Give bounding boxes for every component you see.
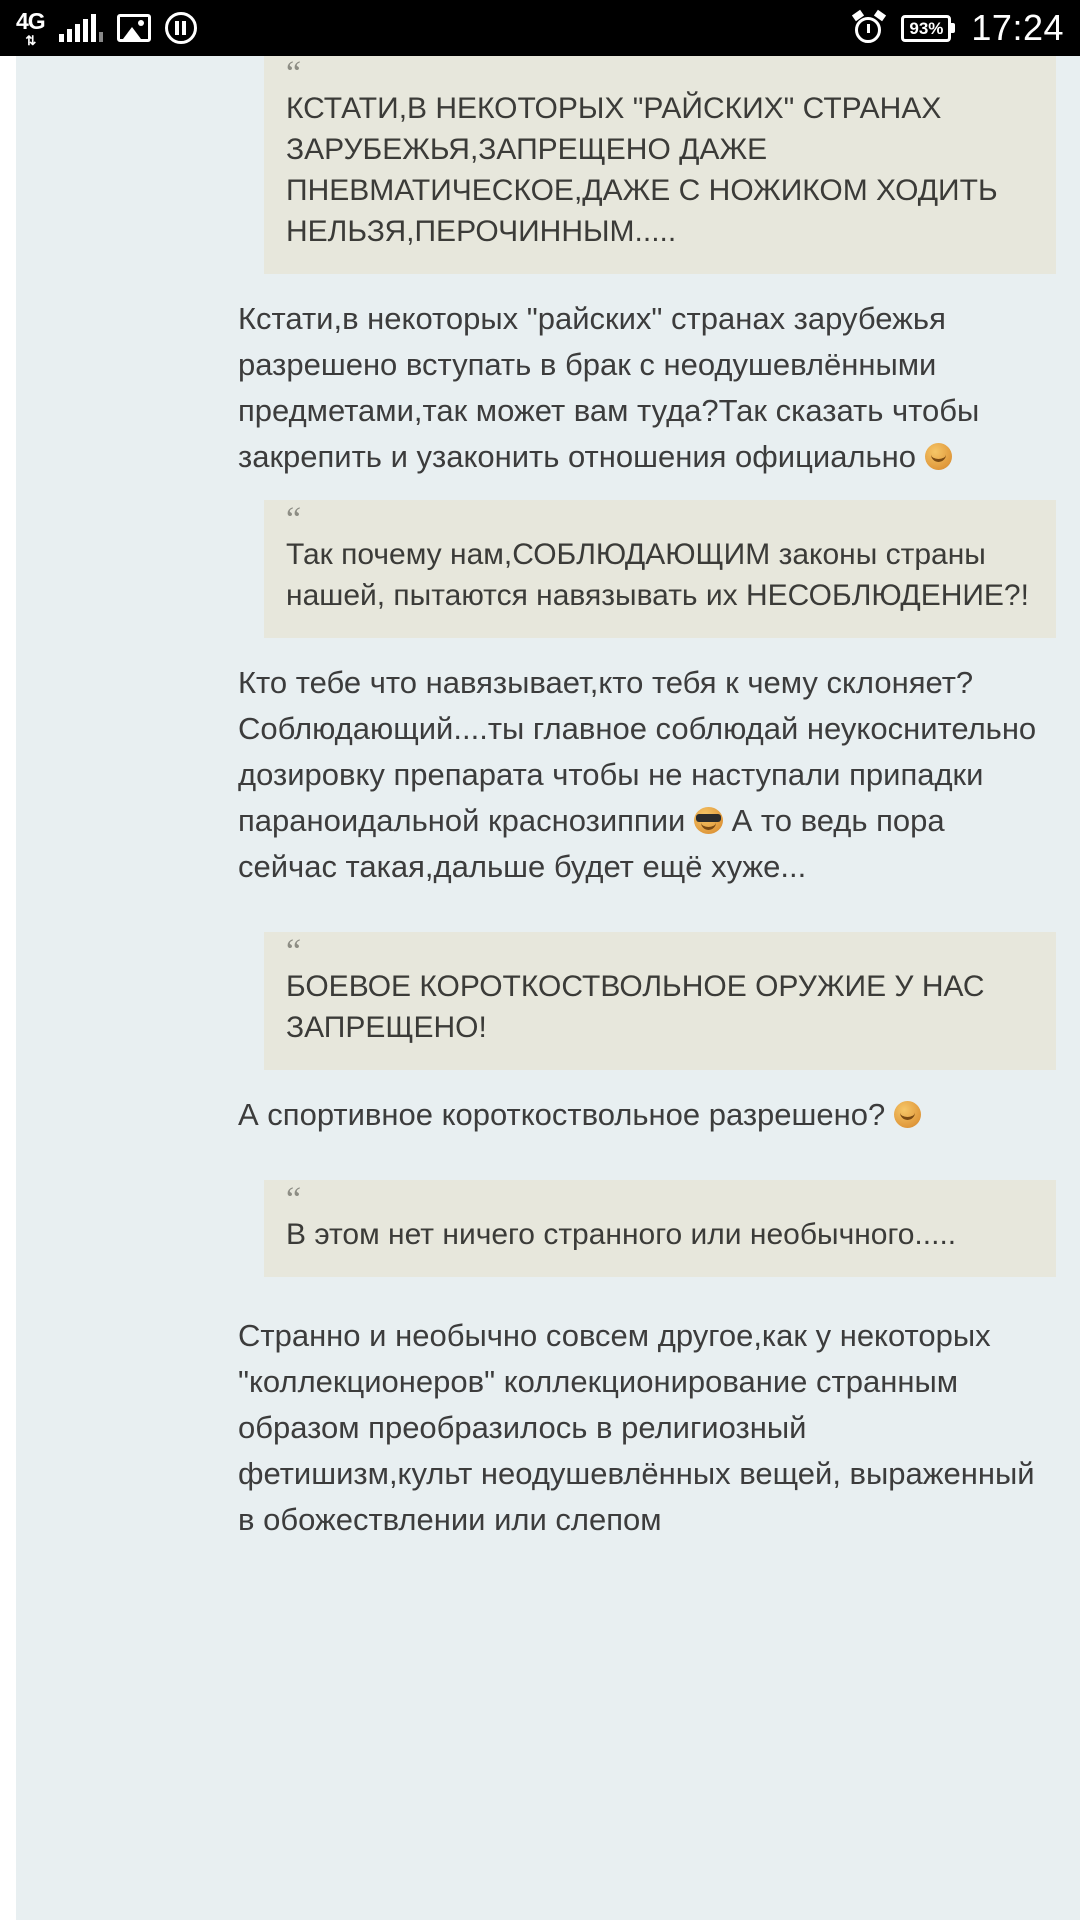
quote-text: В этом нет ничего странного или необычного..... bbox=[286, 1218, 957, 1251]
photo-icon bbox=[117, 14, 151, 42]
network-type-label: 4G bbox=[16, 7, 45, 34]
cool-face-emoji-icon bbox=[694, 807, 723, 834]
quote-text: КСТАТИ,В НЕКОТОРЫХ "РАЙСКИХ" СТРАНАХ ЗАРУБЕЖЬЯ,ЗАПРЕЩЕНО ДАЖЕ ПНЕВМАТИЧЕСКОЕ,ДАЖЕ С НОЖИКОМ ХОДИТЬ НЕЛЬЗЯ,ПЕРОЧИННЫМ..... bbox=[286, 92, 998, 248]
spacer bbox=[16, 486, 1080, 500]
status-bar-right bbox=[853, 7, 1064, 49]
post-body-text: Странно и необычно совсем другое,как у некоторых "коллекционеров" коллекционирование странным образом преобразилось в религиозный фетишизм,культ неодушевлённых вещей, выраженный в обожествлении или слепом bbox=[238, 1318, 1035, 1537]
post-body-text: А спортивное короткоствольное разрешено? bbox=[238, 1097, 886, 1132]
post-body bbox=[238, 274, 1046, 486]
clock-label: 17:24 bbox=[971, 7, 1064, 48]
quote-block bbox=[264, 500, 1056, 638]
quote-text: БОЕВОЕ КОРОТКОСТВОЛЬНОЕ ОРУЖИЕ У НАС ЗАПРЕЩЕНО! bbox=[286, 970, 985, 1044]
thread-content bbox=[16, 56, 1080, 1549]
post-body-text: Кто тебе что навязывает,кто тебя к чему склоняет?Соблюдающий....ты главное соблюдай неукоснительно дозировку препарата чтобы не наступали припадки параноидальной краснозиппии bbox=[238, 665, 1037, 838]
spacer bbox=[16, 896, 1080, 932]
quote-mark-icon: “ bbox=[286, 56, 302, 92]
post-body-text: Кстати,в некоторых "райских" странах зарубежья разрешено вступать в брак с неодушевлёнными предметами,так может вам туда?Так сказать чтобы закрепить и узаконить отношения официально bbox=[238, 301, 980, 474]
quote-mark-icon: “ bbox=[286, 1181, 302, 1218]
data-transfer-arrows-icon: ⇅ bbox=[25, 32, 36, 48]
left-margin-rail bbox=[0, 56, 16, 1920]
quote-text: Так почему нам,СОБЛЮДАЮЩИМ законы страны нашей, пытаются навязывать их НЕСОБЛЮДЕНИЕ?! bbox=[286, 538, 1029, 612]
network-type-icon bbox=[16, 7, 45, 48]
quote-block bbox=[264, 932, 1056, 1070]
smiling-face-emoji-icon bbox=[925, 443, 952, 470]
post-body bbox=[238, 1070, 1046, 1144]
smiling-face-emoji-icon bbox=[894, 1101, 921, 1128]
battery-indicator bbox=[901, 15, 955, 42]
spacer bbox=[16, 1144, 1080, 1180]
post-body-text-continued: А то ведь пора сейчас такая,дальше будет ещё хуже... bbox=[238, 803, 945, 884]
post-body bbox=[238, 1291, 1046, 1549]
quote-block bbox=[264, 56, 1056, 274]
alarm-clock-icon bbox=[853, 12, 885, 44]
post-body bbox=[238, 638, 1046, 896]
status-bar bbox=[0, 0, 1080, 56]
forum-thread-page bbox=[0, 56, 1080, 1920]
spacer bbox=[16, 1277, 1080, 1291]
pause-circle-icon bbox=[165, 12, 197, 44]
status-bar-left bbox=[16, 7, 853, 48]
quote-mark-icon: “ bbox=[286, 501, 302, 538]
battery-cap-icon bbox=[951, 23, 955, 33]
signal-bars-icon bbox=[59, 14, 103, 42]
quote-mark-icon: “ bbox=[286, 933, 302, 970]
quote-block bbox=[264, 1180, 1056, 1277]
battery-percent-label: 93% bbox=[901, 15, 951, 42]
